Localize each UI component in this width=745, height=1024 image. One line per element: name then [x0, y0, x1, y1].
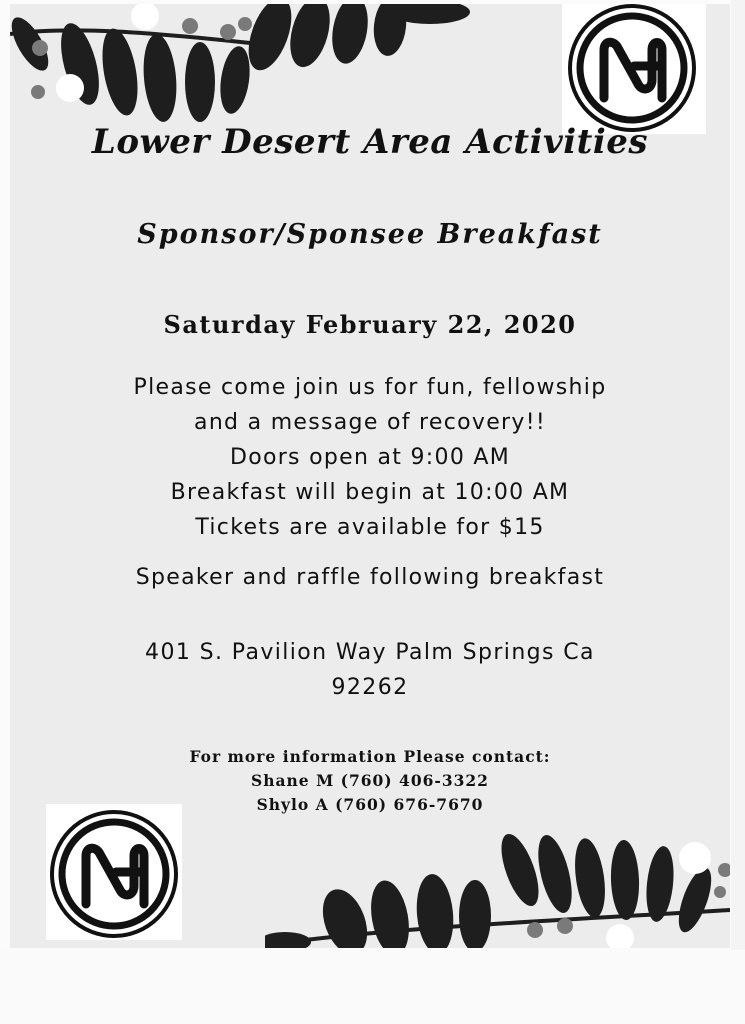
doors-open-line: Doors open at 9:00 AM [229, 445, 511, 470]
ticket-price-line: Tickets are available for $15 [195, 515, 545, 540]
address-street: 401 S. Pavilion Way Palm Springs Ca [145, 640, 595, 665]
top-left-leaves-decoration [10, 4, 480, 124]
event-name: Sponsor/Sponsee Breakfast [137, 219, 603, 250]
speaker-line: Speaker and raffle following breakfast [135, 565, 605, 590]
contact-heading: For more information Please contact: [189, 747, 551, 766]
scan-margin-bottom [0, 950, 745, 1024]
na-logo-top [562, 4, 706, 134]
flyer-sheet [10, 4, 730, 948]
breakfast-time-line: Breakfast will begin at 10:00 AM [170, 480, 570, 505]
event-date: Saturday February 22, 2020 [163, 310, 577, 339]
address-zip: 92262 [331, 675, 409, 700]
event-address [10, 635, 730, 705]
description-line: and a message of recovery!! [194, 410, 546, 435]
description-line: Please come join us for fun, fellowship [133, 375, 607, 400]
contact-shane: Shane M (760) 406-3322 [251, 771, 489, 790]
event-description [10, 370, 730, 545]
scan-margin-right [731, 0, 745, 1024]
bottom-right-leaves-decoration [265, 830, 730, 948]
contact-shylo: Shylo A (760) 676-7670 [256, 795, 484, 814]
contact-info [10, 745, 730, 817]
na-logo-bottom [46, 804, 182, 940]
area-title: Lower Desert Area Activities [91, 122, 649, 162]
